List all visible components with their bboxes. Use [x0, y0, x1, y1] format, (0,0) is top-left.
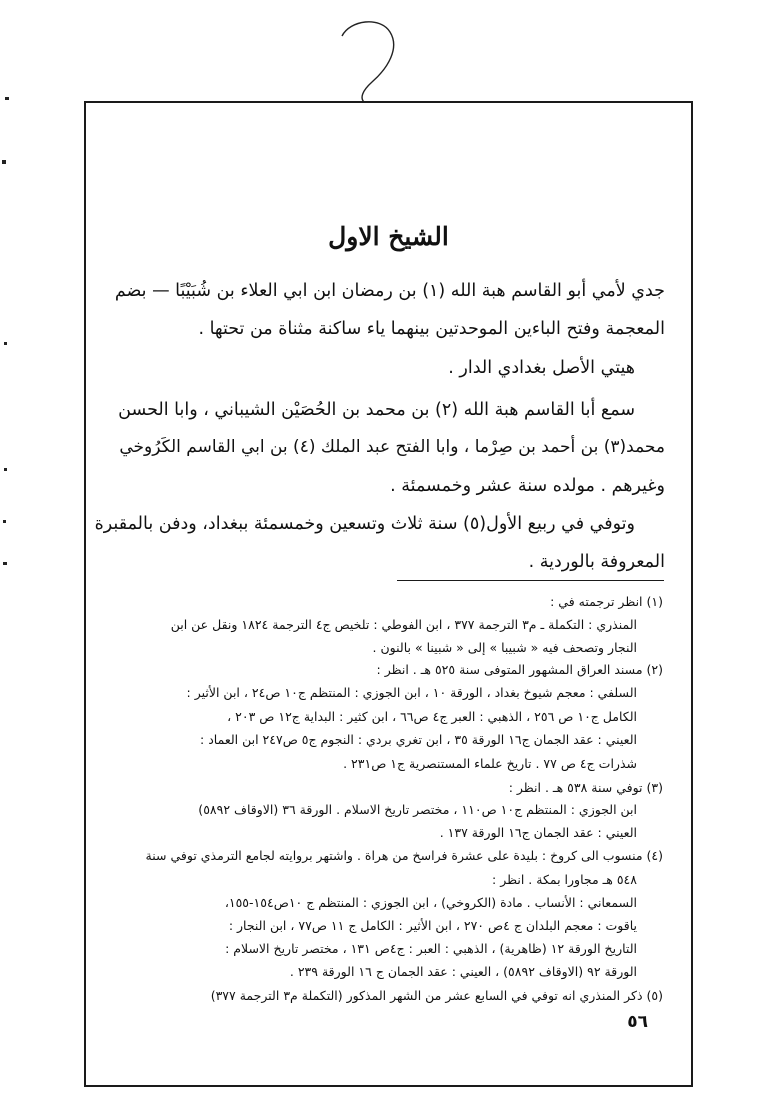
scan-speck — [3, 562, 7, 565]
scan-speck — [2, 160, 6, 164]
body-line: وتوفي في ربيع الأول(٥) سنة ثلاث وتسعين وخمسمئة ببغداد، ودفن بالمقبرة — [94, 514, 635, 534]
body-line: سمع أبا القاسم هبة الله (٢) بن محمد بن الحُصَيْن الشيباني ، وابا الحسن — [118, 400, 635, 420]
footnote-line: ابن الجوزي : المنتظم ج١٠ ص١١٠ ، مختصر تاريخ الاسلام . الورقة ٣٦ (الاوقاف ٥٨٩٢) — [198, 802, 637, 817]
footnote-line: المنذري : التكملة ـ م٣ الترجمة ٣٧٧ ، ابن الفوطي : تلخيص ج٤ الترجمة ١٨٢٤ ونقل عن ابن — [170, 617, 637, 632]
footnote-line: ياقوت : معجم البلدان ج ٤ص ٢٧٠ ، ابن الأثير : الكامل ج ١١ ص٧٧ ، ابن النجار : — [228, 918, 637, 933]
footnote-line: الورقة ٩٢ (الاوقاف ٥٨٩٢) ، العيني : عقد الجمان ج ١٦ الورقة ٢٣٩ . — [289, 964, 637, 979]
body-line: هيتي الأصل بغدادي الدار . — [448, 358, 635, 378]
body-line: المعروفة بالوردية . — [528, 552, 665, 572]
footnote-line: ٥٤٨ هـ مجاورا بمكة . انظر : — [492, 872, 637, 887]
footnote-line: العيني : عقد الجمان ج١٦ الورقة ١٣٧ . — [439, 825, 637, 840]
page-title: الشيخ الاول — [328, 222, 449, 251]
footnote-line: (١) انظر ترجمته في : — [550, 594, 663, 609]
footnote-line: التاريخ الورقة ١٢ (ظاهرية) ، الذهبي : العبر : ج٤ص ١٣١ ، مختصر تاريخ الاسلام : — [225, 941, 637, 956]
scan-speck — [4, 342, 7, 345]
footnote-line: السلفي : معجم شيوخ بغداد ، الورقة ١٠ ، ابن الجوزي : المنتظم ج١٠ ص٢٤ ، ابن الأثير : — [186, 685, 637, 700]
page-number: ٥٦ — [627, 1012, 648, 1032]
footnote-line: الكامل ج١٠ ص ٢٥٦ ، الذهبي : العبر ج٤ ص٦٦ ، ابن كثير : البداية ج١٢ ص ٢٠٣ ، — [227, 709, 637, 724]
footnote-line: النجار وتصحف فيه « شبيبا » إلى « شبينا » بالنون . — [372, 640, 637, 655]
footnote-separator — [397, 580, 664, 581]
footnote-line: (٥) ذكر المنذري انه توفي في السابع عشر من الشهر المذكور (التكملة م٣ الترجمة ٣٧٧) — [210, 988, 663, 1003]
body-line: محمد(٣) بن أحمد بن صِرْما ، وابا الفتح عبد الملك (٤) بن ابي القاسم الكَرُوخي — [119, 437, 665, 457]
body-line: وغيرهم . مولده سنة عشر وخمسمئة . — [390, 476, 665, 496]
footnote-line: شذرات ج٤ ص ٧٧ . تاريخ علماء المستنصرية ج١ ص٢٣١ . — [343, 756, 637, 771]
body-line: المعجمة وفتح الباءين الموحدتين بينهما ياء ساكنة مثناة من تحتها . — [198, 319, 665, 339]
footnote-line: السمعاني : الأنساب . مادة (الكروخي) ، ابن الجوزي : المنتظم ج ١٠ص١٥٤-١٥٥، — [224, 895, 637, 910]
footnote-line: العيني : عقد الجمان ج١٦ الورقة ٣٥ ، ابن تغري بردي : النجوم ج٥ ص٢٤٧ ابن العماد : — [200, 732, 637, 747]
footnote-line: (٢) مسند العراق المشهور المتوفى سنة ٥٢٥ هـ . انظر : — [376, 662, 663, 677]
body-line: جدي لأمي أبو القاسم هبة الله (١) بن رمضان ابن ابي العلاء بن شُبَيْبًا — بضم — [114, 281, 665, 301]
scan-speck — [3, 520, 6, 523]
footnote-line: (٤) منسوب الى كروخ : بليدة على عشرة فراسخ من هراة . واشتهر بروايته لجامع الترمذي توفي سنة — [145, 848, 663, 863]
scan-speck — [4, 468, 7, 471]
pencil-mark — [328, 14, 408, 104]
scan-speck — [5, 97, 9, 100]
footnote-line: (٣) توفي سنة ٥٣٨ هـ . انظر : — [508, 780, 663, 795]
